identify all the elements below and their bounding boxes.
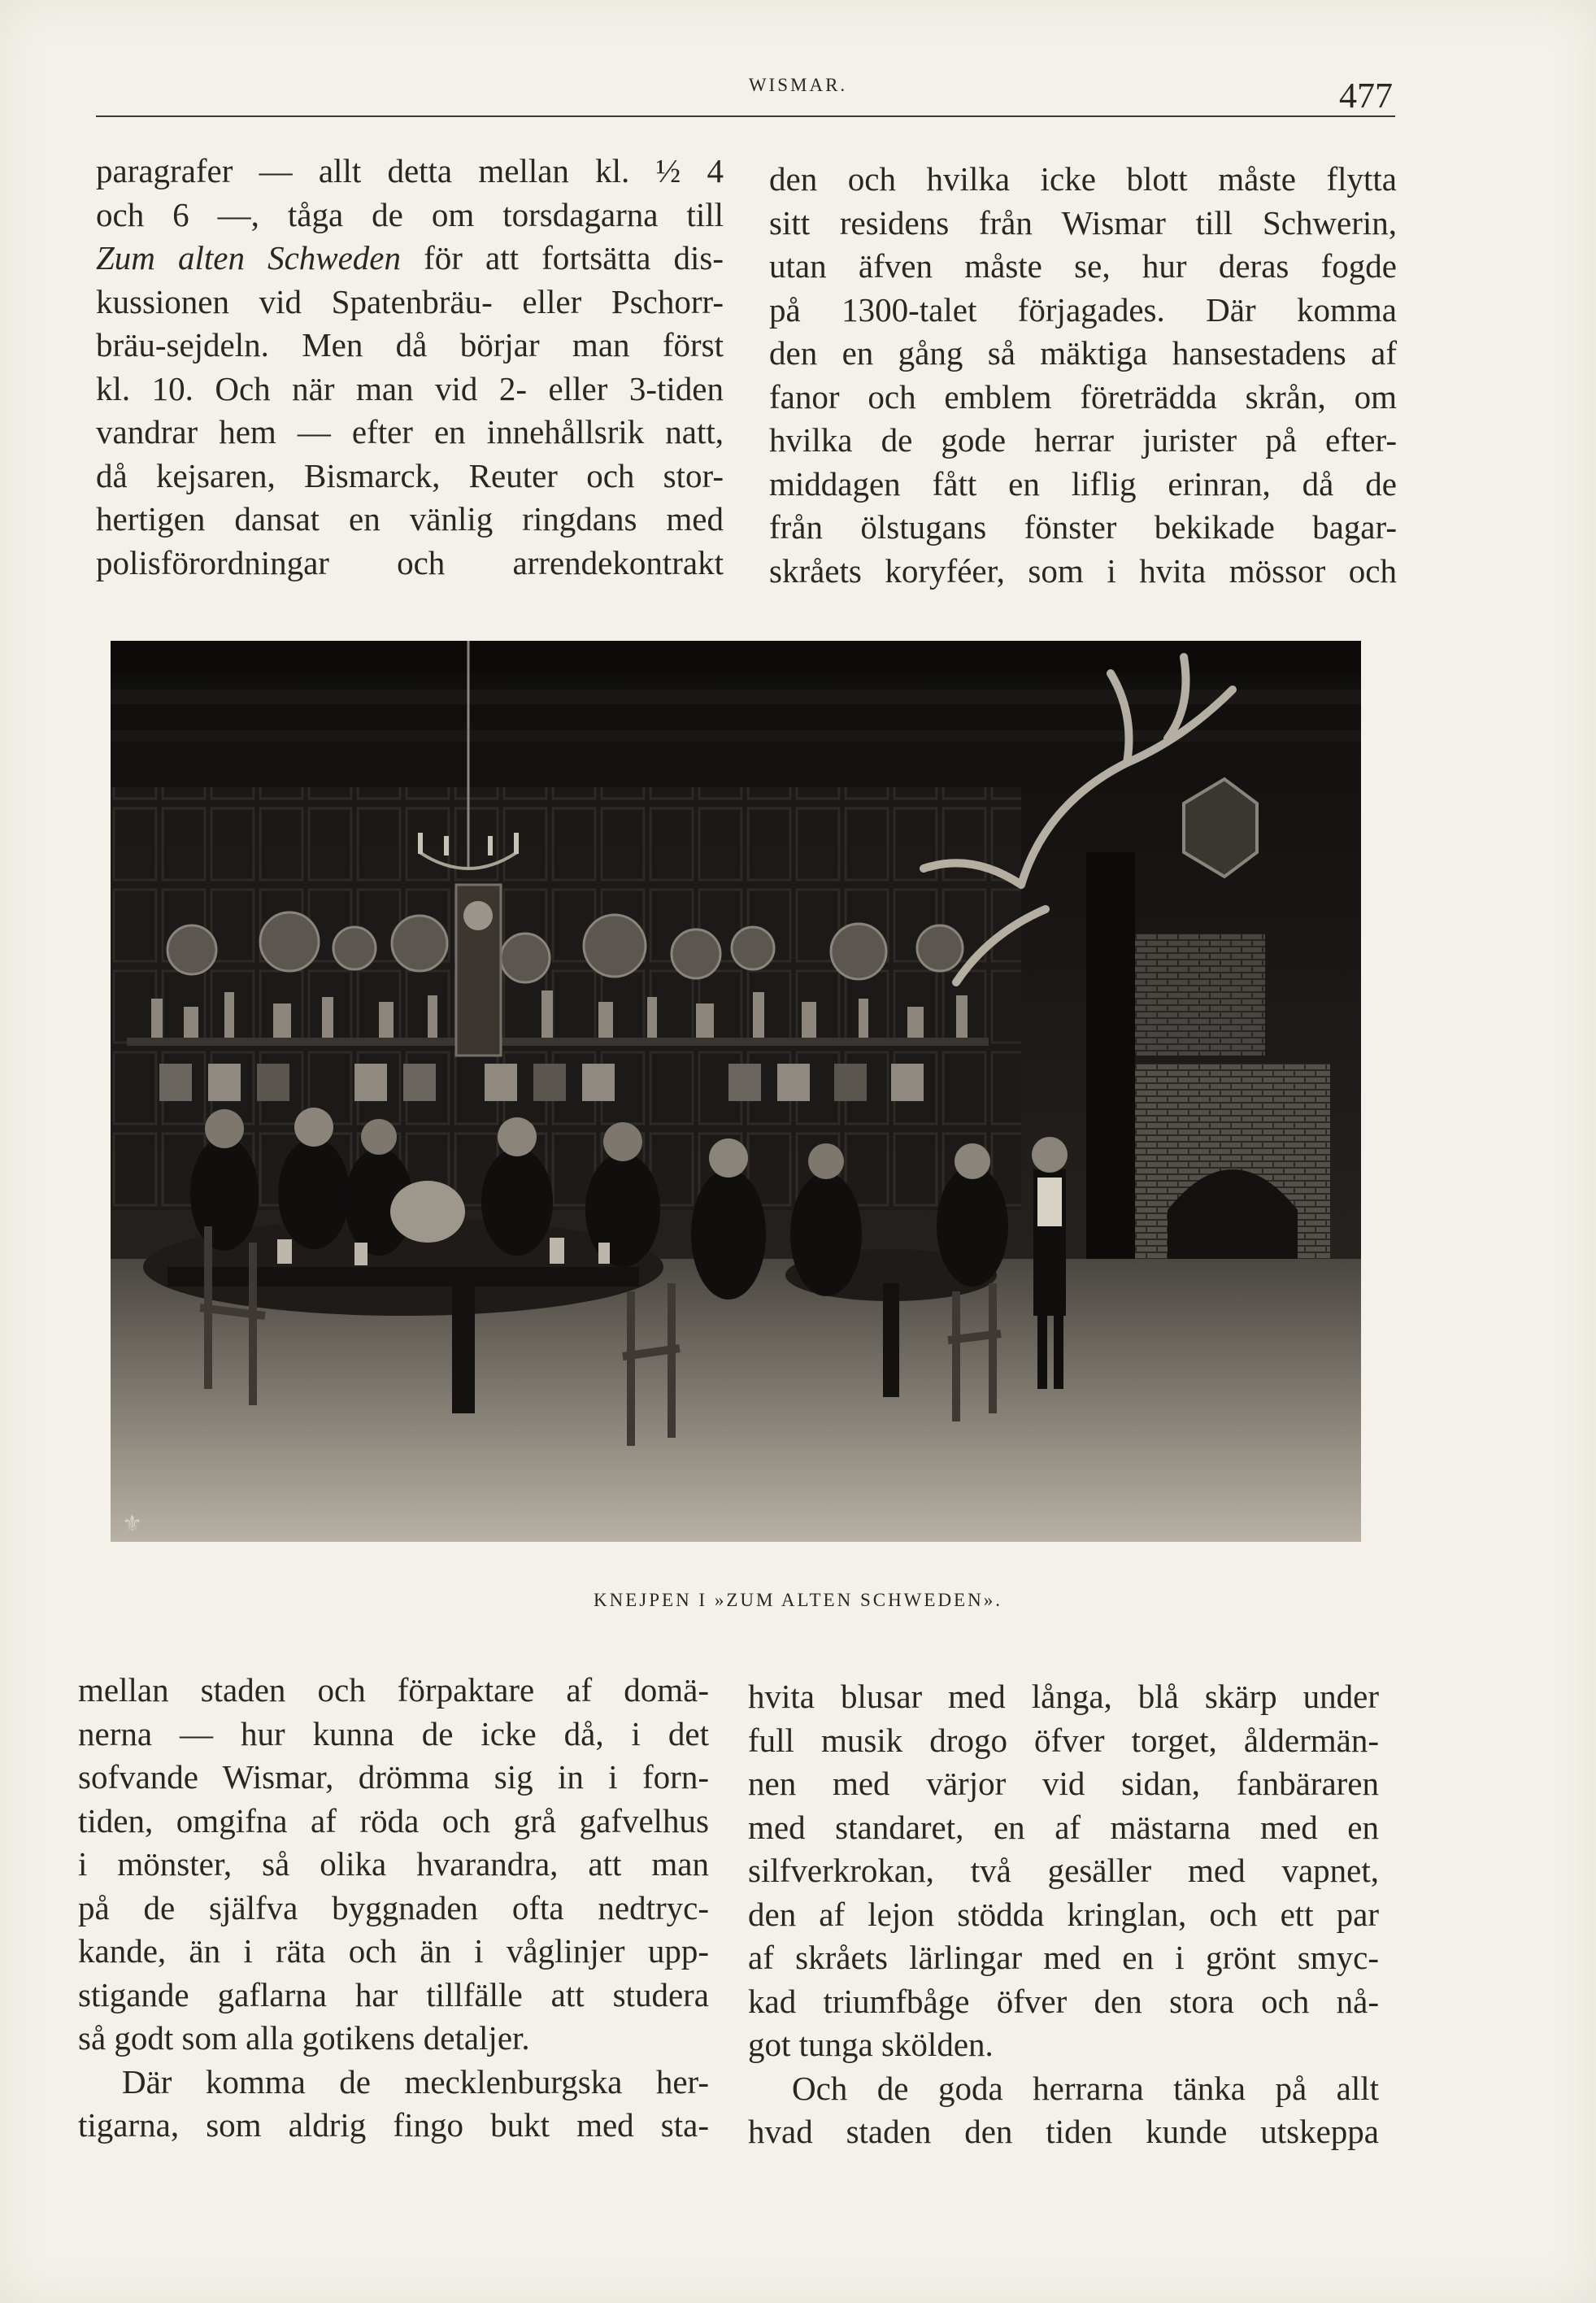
tavern-photograph-drawing xyxy=(111,641,1361,1542)
text-line: silfverkrokan, två gesäller med vapnet, xyxy=(748,1852,1379,1889)
text-column-top-left xyxy=(96,150,724,585)
italic-title: Zum alten Schweden xyxy=(96,239,402,276)
text-line: nen med värjor vid sidan, fanbäraren xyxy=(748,1765,1379,1802)
text-line: fanor och emblem företrädda skrån, om xyxy=(769,377,1397,416)
tavern-photograph xyxy=(111,641,1361,1542)
text-line: i mönster, så olika hvarandra, att man xyxy=(78,1845,709,1883)
text-line: då kejsaren, Bismarck, Reuter och stor- xyxy=(96,456,724,494)
text-line: hertigen dansat en vänlig ringdans med xyxy=(96,500,724,538)
text-line: got tunga skölden. xyxy=(748,2026,994,2063)
text-line: tigarna, som aldrig fingo bukt med sta- xyxy=(78,2106,709,2144)
text-line: den af lejon stödda kringlan, och ett par xyxy=(748,1895,1379,1933)
text-line: paragrafer — allt detta mellan kl. ½ 4 xyxy=(96,152,724,189)
text-line: stigande gaflarna har tillfälle att studera xyxy=(78,1975,709,2013)
text-line: den en gång så mäktiga hansestadens af xyxy=(769,334,1397,372)
text-line: utan äfven måste se, hur deras fogde xyxy=(769,247,1397,285)
text-line: kussionen vid Spatenbräu- eller Pschorr- xyxy=(96,282,724,320)
text-line: full musik drogo öfver torget, åldermän- xyxy=(748,1721,1379,1759)
text-line: hvilka de gode herrar jurister på efter- xyxy=(769,421,1397,459)
text-line: kl. 10. Och när man vid 2- eller 3-tiden xyxy=(96,369,724,407)
text-line: sitt residens från Wismar till Schwerin, xyxy=(769,203,1397,242)
text-line: Och de goda herrarna tänka på allt xyxy=(792,2069,1379,2107)
text-line: bräu-sejdeln. Men då börjar man först xyxy=(96,326,724,364)
text-fragment: för att fortsätta dis- xyxy=(424,239,724,276)
figure-caption: KNEJPEN I »ZUM ALTEN SCHWEDEN». xyxy=(594,1590,1002,1610)
text-line: tiden, omgifna af röda och grå gafvelhus xyxy=(78,1801,709,1839)
text-line: kad triumfbåge öfver den stora och nå- xyxy=(748,1982,1379,2020)
text-line: från ölstugans fönster bekikade bagar- xyxy=(769,508,1397,546)
text-line: hvita blusar med långa, blå skärp under xyxy=(748,1678,1379,1715)
header-rule xyxy=(96,115,1395,117)
text-line: middagen fått en liflig erinran, då de xyxy=(769,464,1397,503)
text-line: skråets koryféer, som i hvita mössor och xyxy=(769,551,1397,590)
text-line: sofvande Wismar, drömma sig in i forn- xyxy=(78,1758,709,1796)
text-line: så godt som alla gotikens detaljer. xyxy=(78,2019,530,2057)
text-column-bottom-right xyxy=(748,1675,1379,2154)
page-number: 477 xyxy=(1339,76,1393,115)
text-line: mellan staden och förpaktare af domä- xyxy=(78,1671,709,1709)
text-line: vandrar hem — efter en innehållsrik natt, xyxy=(96,413,724,451)
svg-text:⚜: ⚜ xyxy=(122,1510,143,1537)
text-line: på 1300-talet förjagades. Där komma xyxy=(769,290,1397,329)
text-line: af skråets lärlingar med en i grönt smyc- xyxy=(748,1939,1379,1976)
text-line: hvad staden den tiden kunde utskeppa xyxy=(748,2113,1379,2150)
text-line: den och hvilka icke blott måste flytta xyxy=(769,160,1397,198)
text-line: med standaret, en af mästarna med en xyxy=(748,1808,1379,1846)
text-line xyxy=(96,237,724,281)
text-column-top-right xyxy=(769,158,1397,593)
text-line: och 6 —, tåga de om torsdagarna till xyxy=(96,195,724,233)
text-line: kande, än i räta och än i våglinjer upp- xyxy=(78,1932,709,1970)
text-line: polisförordningar och arrendekontrakt xyxy=(96,543,724,581)
text-column-bottom-left xyxy=(78,1669,709,2148)
text-line: nerna — hur kunna de icke då, i det xyxy=(78,1714,709,1752)
running-head: WISMAR. xyxy=(748,75,848,95)
text-line: på de själfva byggnaden ofta nedtryc- xyxy=(78,1888,709,1926)
text-line: Där komma de mecklenburgska her- xyxy=(122,2062,709,2101)
